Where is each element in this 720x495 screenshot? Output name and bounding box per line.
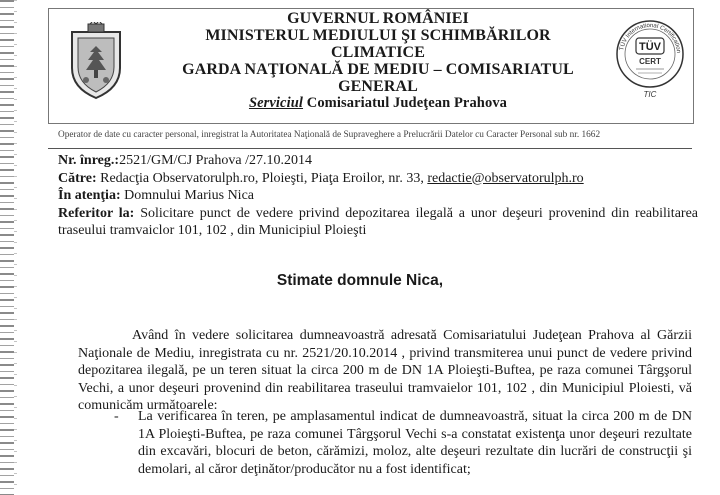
recipient-email-link[interactable]: redactie@observatorulph.ro (427, 170, 584, 186)
recipient-line (58, 170, 698, 188)
header-line-garda: GARDA NAŢIONALĂ DE MEDIU – COMISARIATUL (182, 61, 574, 78)
recipient-value: Redacţia Observatorulph.ro, Ploieşti, Piaţa Eroilor, nr. 33, (100, 170, 424, 186)
attention-label: În atenţia: (58, 188, 121, 203)
attention-line (58, 187, 698, 205)
recipient-label: Către: (58, 170, 97, 186)
svg-text:TIC: TIC (643, 90, 657, 99)
header-line-garda-cont: GENERAL (338, 78, 418, 95)
letter-meta (58, 152, 698, 240)
body-paragraph (78, 327, 692, 415)
letterhead-title (178, 10, 578, 112)
header-line-ministry-cont: CLIMATICE (331, 44, 425, 61)
coat-of-arms-icon (66, 22, 126, 100)
scan-edge-marks (14, 0, 17, 495)
reference-value: Solicitare punct de vedere privind depozitarea ilegală a unor deşeuri provenind din reabilitarea traseului tramvaiclor 101, 102 , din Municipiul Ploieşti (58, 205, 699, 238)
header-line-ministry: MINISTERUL MEDIULUI ŞI SCHIMBĂRILOR (205, 27, 551, 44)
certification-seal-icon (614, 14, 686, 104)
body-paragraph-text: Având în vedere solicitarea dumneavoastră adresată Comisariatului Judeţean Prahova al Gărzii Naţionale de Mediu, inregistrata cu nr. 2521/20.10.2014 , privind transmiterea unui punct de vedere privind depozitarea ilegală, pe un teren situat la circa 200 m de DN 1A Ploieşti-Buftea, pe raza comunei Târgşorul Vechi, a unor deşeuri provenind din reabilitarea traseului tramvaielor 101, 102 , din Municipiul Ploiesti, vă comunicăm următoarele: (78, 328, 692, 414)
reference-label: Referitor la: (58, 205, 135, 221)
registration-label: Nr. înreg.: (58, 153, 120, 168)
attention-value: Domnului Marius Nica (124, 188, 254, 203)
scan-edge (0, 0, 14, 495)
reference-line (58, 205, 698, 240)
header-separator (48, 148, 692, 149)
service-name: Comisariatul Judeţean Prahova (306, 95, 508, 111)
bullet-item-text: La verificarea în teren, pe amplasamentul indicat de dumneavoastră, situat la circa 200 m de DN 1A Ploieşti-Buftea, pe raza comunei Târgşorul Vechi s-a constatat existenţa unor deşeuri rezultate din excavări, blocuri de beton, cărămizi, moloz, alte deşeuri rezultate din lucrări de construcţii şi demolari, al căror deţinător/producător nu a fost identificat; (138, 409, 692, 477)
salutation: Stimate domnule Nica, (276, 272, 444, 289)
operator-notice: Operator de date cu caracter personal, inregistrat la Autoritatea Naţională de Supraveghere a Prelucrării Datelor cu Caracter Personal sub nr. 1662 (58, 130, 601, 140)
header-service (178, 95, 578, 112)
bullet-dash: - (114, 409, 119, 424)
svg-text:TÜV: TÜV (639, 41, 661, 53)
svg-text:CERT: CERT (639, 57, 661, 66)
registration-value: 2521/GM/CJ Prahova /27.10.2014 (119, 153, 312, 168)
header-line-government: GUVERNUL ROMÂNIEI (287, 10, 469, 27)
bullet-item (78, 408, 692, 478)
registration-line (58, 152, 698, 170)
service-label: Serviciul (248, 95, 304, 111)
svg-text:TÜV International Certificatio: TÜV International Certification (619, 22, 682, 54)
